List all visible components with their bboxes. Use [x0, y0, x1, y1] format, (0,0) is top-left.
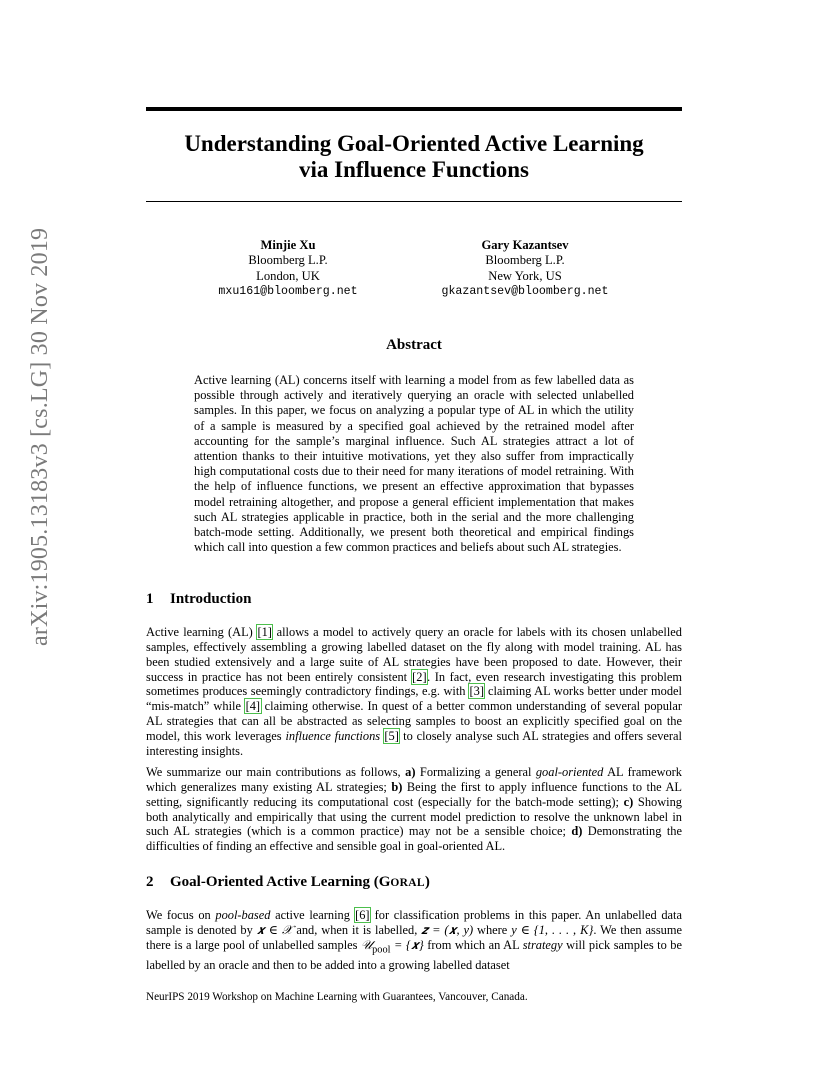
citation-link[interactable]: [3]: [469, 684, 484, 699]
section-title-part: ): [424, 874, 430, 890]
text-run: Being the first to apply influence functions to the AL setting, significantly reducing its computational cost (especially for the batch-mode setting);: [146, 779, 682, 809]
citation-link[interactable]: [2]: [412, 669, 427, 684]
author-email[interactable]: gkazantsev@bloomberg.net: [441, 284, 609, 298]
citation-link[interactable]: [5]: [384, 728, 399, 743]
section-title: Introduction: [170, 591, 252, 607]
math-subscript: pool: [372, 944, 391, 956]
math-inline: 𝒙 ∈ 𝒳: [256, 922, 293, 937]
arxiv-identifier-stamp: arXiv:1905.13183v3 [cs.LG] 30 Nov 2019: [27, 227, 53, 646]
text-run: We focus on: [146, 908, 216, 922]
author-email[interactable]: mxu161@bloomberg.net: [218, 284, 358, 298]
text-run: AL framework which generalizes many existing AL strategies;: [146, 765, 682, 794]
section-title-part: Goal-Oriented Active Learning (G: [170, 874, 391, 890]
emphasis-text: goal-oriented: [535, 765, 604, 779]
math-inline: 𝒰: [360, 937, 373, 952]
author-name: Minjie Xu: [260, 238, 316, 252]
text-run: . In fact, even research investigating this problem sometimes produces seemingly contradictory findings, e.g. with: [146, 669, 682, 699]
contribution-marker: a): [405, 765, 416, 779]
footer-venue-note: NeurIPS 2019 Workshop on Machine Learning with Guarantees, Vancouver, Canada.: [146, 991, 528, 1003]
title-top-rule: [146, 107, 682, 111]
text-run: will pick samples to be labelled by an oracle and then to be added into a growing labelled dataset: [146, 937, 682, 972]
author-block-2: [405, 238, 645, 299]
author-name: Gary Kazantsev: [481, 238, 569, 252]
section-heading-goral: [146, 874, 430, 891]
author-location: New York, US: [488, 268, 562, 283]
section-title-smallcaps: ORAL: [390, 877, 425, 889]
citation-link[interactable]: [1]: [257, 625, 272, 639]
math-inline: = {𝒙}: [390, 937, 424, 952]
text-run: active learning: [270, 908, 355, 922]
text-run: for classification problems in this paper. An unlabelled data sample is denoted by: [146, 908, 682, 937]
intro-paragraph-1: [146, 625, 682, 759]
text-run: Active learning (AL): [146, 625, 257, 639]
text-run: Demonstrating the difficulties of finding an effective and sensible goal in goal-oriented AL.: [146, 824, 682, 854]
title-bottom-rule: [146, 201, 682, 202]
emphasis-text: influence functions: [285, 728, 381, 743]
emphasis-text: pool-based: [215, 908, 271, 922]
contribution-marker: c): [623, 794, 634, 809]
contribution-marker: d): [571, 824, 583, 839]
math-inline: y ∈ {1, . . . , K}: [511, 922, 594, 937]
text-run: from which an AL: [423, 937, 523, 952]
text-run: Showing both analytically and empirically that using the current model prediction to resolve the unknown label in such AL strategies (which is a common practice) may not be a sensible choice;: [146, 794, 682, 839]
text-run: claiming AL works better under model “mis-match” while: [146, 684, 682, 714]
author-affiliation: Bloomberg L.P.: [248, 253, 328, 268]
author-block-1: [168, 238, 408, 299]
citation-link[interactable]: [4]: [245, 699, 261, 714]
section-heading-introduction: [146, 591, 251, 608]
text-run: and, when it is labelled,: [292, 922, 422, 937]
citation-link[interactable]: [6]: [355, 908, 370, 922]
paper-title-line-1: Understanding Goal-Oriented Active Learning: [184, 131, 644, 156]
contribution-marker: b): [391, 779, 403, 794]
text-run: where: [473, 922, 512, 937]
text-run: . We then assume there is a large pool of unlabelled samples: [146, 922, 682, 952]
text-run: Formalizing a general: [415, 765, 536, 779]
abstract-body: Active learning (AL) concerns itself with learning a model from as few labelled data as possible through actively and iteratively querying an oracle with selected unlabelled samples. In this paper, we focus on analyzing a popular type of AL in which the utility of a sample is measured by a specified goal achieved by the retrained model after accounting for the sample’s marginal influence. Such AL strategies attract a lot of attention thanks to their intuitive motivations, yet they also suffer from impractically high computational costs due to their need for many iterations of model retraining. With the help of influence functions, we present an effective approximation that bypasses model retraining altogether, and propose a general efficient implementation that makes such AL strategies applicable in practice, both in the serial and the more challenging batch-mode setting. Additionally, we present both theoretical and empirical findings which call into question a few common practices and beliefs about such AL strategies.: [194, 373, 634, 555]
section-number: 2: [146, 874, 154, 890]
author-location: London, UK: [256, 268, 320, 283]
text-run: to closely analyse such AL strategies and offers several interesting insights.: [146, 728, 682, 758]
text-run: allows a model to actively query an oracle for labels with its chosen unlabelled samples, effectively assembling a growing labelled dataset on the fly along with model training. AL has been studied extensively and a large suite of AL strategies have been proposed to date. However, their success in practice has not been entirely consistent: [146, 625, 683, 684]
goral-paragraph-1: [146, 908, 682, 973]
section-number: 1: [146, 591, 154, 607]
abstract-heading: Abstract: [386, 337, 442, 353]
paper-title: [146, 131, 682, 183]
author-affiliation: Bloomberg L.P.: [485, 253, 565, 268]
text-run: We summarize our main contributions as follows,: [146, 765, 406, 779]
paper-title-line-2: via Influence Functions: [298, 157, 530, 182]
math-inline: 𝒛 = (𝒙, y): [421, 922, 474, 937]
emphasis-text: strategy: [522, 937, 563, 952]
text-run: claiming otherwise. In quest of a better common understanding of several popular AL strategies that can all be abstracted as selecting samples to boost an explicitly specified goal on the model, this work leverages: [146, 699, 682, 743]
intro-paragraph-2: [146, 765, 682, 854]
